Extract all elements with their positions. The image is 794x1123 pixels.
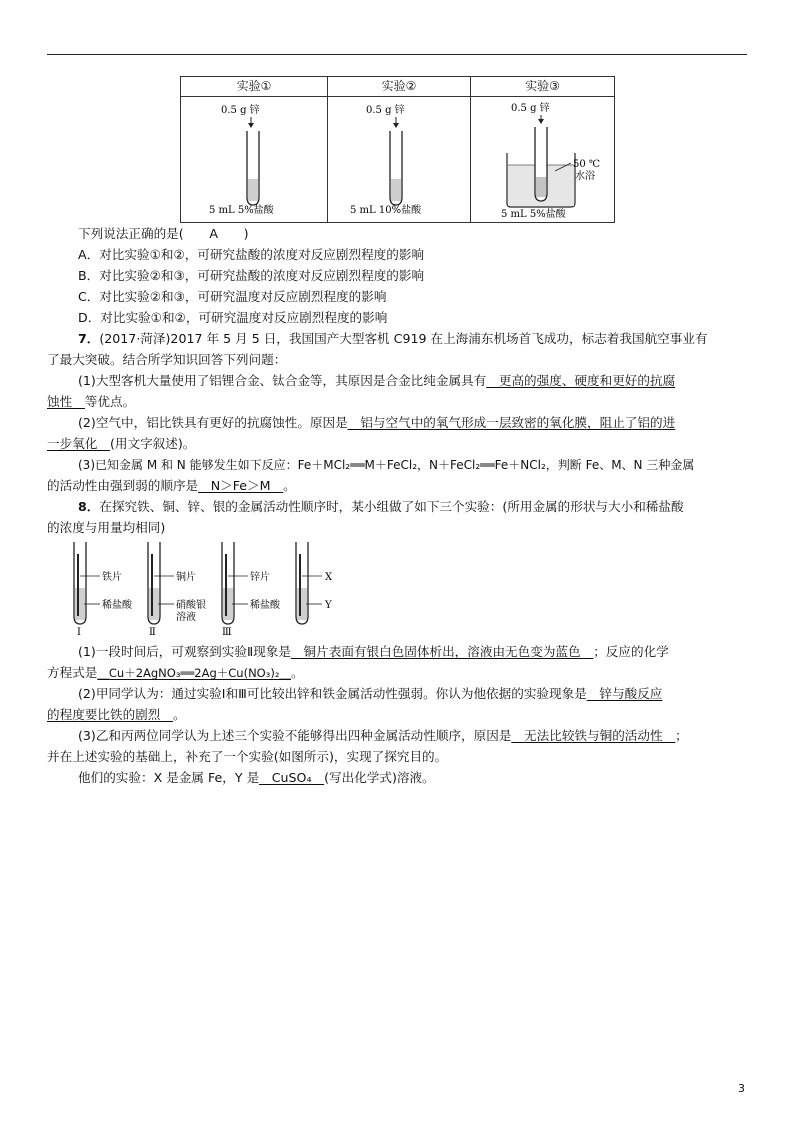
test-tube-i [74, 542, 133, 638]
table-header: 实验① [181, 77, 328, 97]
metal-activity-figure [60, 536, 350, 640]
answer-blank: __更高的强度、硬度和更好的抗腐 [486, 373, 676, 388]
metal-label: 铁片 [102, 572, 122, 583]
option-c: C．对比实验②和③，可研究温度对反应剧烈程度的影响 [78, 289, 387, 304]
bath-name-label: 水浴 [575, 171, 595, 182]
q7-intro-cont: 了最大突破。结合所学知识回答下列问题： [47, 352, 287, 367]
tube-label: Ⅲ [222, 627, 232, 638]
zinc-label: 0.5 g 锌 [221, 105, 260, 116]
page-number: 3 [738, 1082, 745, 1095]
table-header: 实验② [328, 77, 471, 97]
q8-part3: (3)乙和丙两位同学认为上述三个实验不能够得出四种金属活动性顺序，原因是__无法比较铁与铜的活动性__； [78, 728, 688, 743]
answer-blank: __铜片表面有银白色固体析出，溶液由无色变为蓝色__ [290, 644, 594, 659]
metal-label: 铜片 [176, 572, 196, 583]
header-rule [47, 54, 747, 55]
acid-label: 5 mL 5%盐酸 [501, 209, 566, 220]
q7-intro: 7．(2017·菏泽)2017 年 5 月 5 日，我国国产大型客机 C919 在上海浦东机场首飞成功，标志着我国航空事业有 [78, 331, 708, 346]
experiment-2-figure [328, 97, 471, 223]
q8-part1-cont: 方程式是__Cu＋2AgNO₃══2Ag＋Cu(NO₃)₂__。 [47, 665, 304, 680]
solution-label: 溶液 [176, 612, 196, 623]
q7-part2: (2)空气中，铝比铁具有更好的抗腐蚀性。原因是__铝与空气中的氧气形成一层致密的氧化膜，阻止了铝的进 [78, 415, 676, 430]
option-a: A．对比实验①和②，可研究盐酸的浓度对反应剧烈程度的影响 [78, 247, 425, 262]
q8-part3-cont: 并在上述实验的基础上，补充了一个实验(如图所示)，实现了探究目的。 [47, 749, 448, 764]
tube-label: Ⅰ [77, 627, 81, 638]
q7-part3: (3)已知金属 M 和 N 能够发生如下反应：Fe＋MCl₂══M＋FeCl₂，N＋FeCl₂══Fe＋NCl₂，判断 Fe、M、N 三种金属 [78, 458, 695, 472]
answer-blank: __CuSO₄__ [259, 770, 325, 785]
tube-label: Ⅱ [149, 627, 156, 638]
q7-part1-cont: 蚀性__等优点。 [47, 394, 136, 409]
q8-part1: (1)一段时间后，可观察到实验Ⅱ现象是__铜片表面有银白色固体析出，溶液由无色变为蓝色__；反应的化学 [78, 644, 669, 659]
solution-label: 硝酸银 [176, 600, 206, 611]
metal-label: X [325, 572, 333, 583]
q7-part1: (1)大型客机大量使用了铝锂合金、钛合金等，其原因是合金比纯金属具有__更高的强度、硬度和更好的抗腐 [78, 373, 676, 388]
table-header: 实验③ [471, 77, 615, 97]
option-b: B．对比实验②和③，可研究盐酸的浓度对反应剧烈程度的影响 [78, 268, 425, 283]
option-d: D．对比实验①和②，可研究温度对反应剧烈程度的影响 [78, 310, 388, 325]
test-tube-supplementary [296, 542, 333, 624]
solution-label: 稀盐酸 [102, 600, 132, 611]
q8-intro-cont: 的浓度与用量均相同) [47, 520, 166, 535]
answer-blank: 的程度要比铁的剧烈__ [47, 707, 173, 722]
q6-stem: 下列说法正确的是( A ) [78, 224, 249, 244]
equation-blank: __Cu＋2AgNO₃══2Ag＋Cu(NO₃)₂__ [97, 666, 291, 680]
zinc-label: 0.5 g 锌 [511, 103, 550, 114]
q7-part3-cont: 的活动性由强到弱的顺序是__N＞Fe＞M__。 [47, 478, 296, 493]
test-tube-diagram [328, 97, 470, 222]
q7-part2-cont: 一步氧化__(用文字叙述)。 [47, 436, 196, 451]
answer-blank: __铝与空气中的氧气形成一层致密的氧化膜，阻止了铝的进 [347, 415, 676, 430]
answer-blank: 一步氧化__ [47, 436, 110, 451]
test-tube-diagram [181, 97, 327, 222]
experiment-1-figure [181, 97, 328, 223]
zinc-label: 0.5 g 锌 [366, 105, 405, 116]
metal-label: 锌片 [250, 572, 270, 583]
q8-intro: 8．在探究铁、铜、锌、银的金属活动性顺序时，某小组做了如下三个实验：(所用金属的形状与大小和稀盐酸 [78, 499, 684, 514]
solution-label: 稀盐酸 [250, 600, 280, 611]
experiment-table [180, 76, 615, 223]
test-tube-ii [148, 542, 206, 638]
answer-blank: __锌与酸反应 [586, 686, 663, 701]
q8-part2: (2)甲同学认为：通过实验Ⅰ和Ⅲ可比较出锌和铁金属活动性强弱。你认为他依据的实验现象是__锌与酸反应 [78, 686, 663, 701]
q8-part2-cont: 的程度要比铁的剧烈__。 [47, 707, 186, 722]
q6-answer: A [209, 226, 218, 241]
bath-temp-label: 50 ℃ [573, 159, 601, 170]
answer-blank: __无法比较铁与铜的活动性__ [511, 728, 676, 743]
acid-label: 5 mL 5%盐酸 [209, 205, 274, 216]
answer-blank: __N＞Fe＞M__ [198, 478, 284, 493]
test-tube-iii [222, 542, 281, 638]
experiment-3-figure [471, 97, 615, 223]
solution-label: Y [325, 600, 332, 611]
answer-blank: 蚀性__ [47, 394, 85, 409]
test-tube-water-bath-diagram [471, 97, 614, 222]
q8-part4: 他们的实验：X 是金属 Fe，Y 是__CuSO₄__(写出化学式)溶液。 [78, 770, 435, 785]
acid-label: 5 mL 10%盐酸 [350, 205, 422, 216]
